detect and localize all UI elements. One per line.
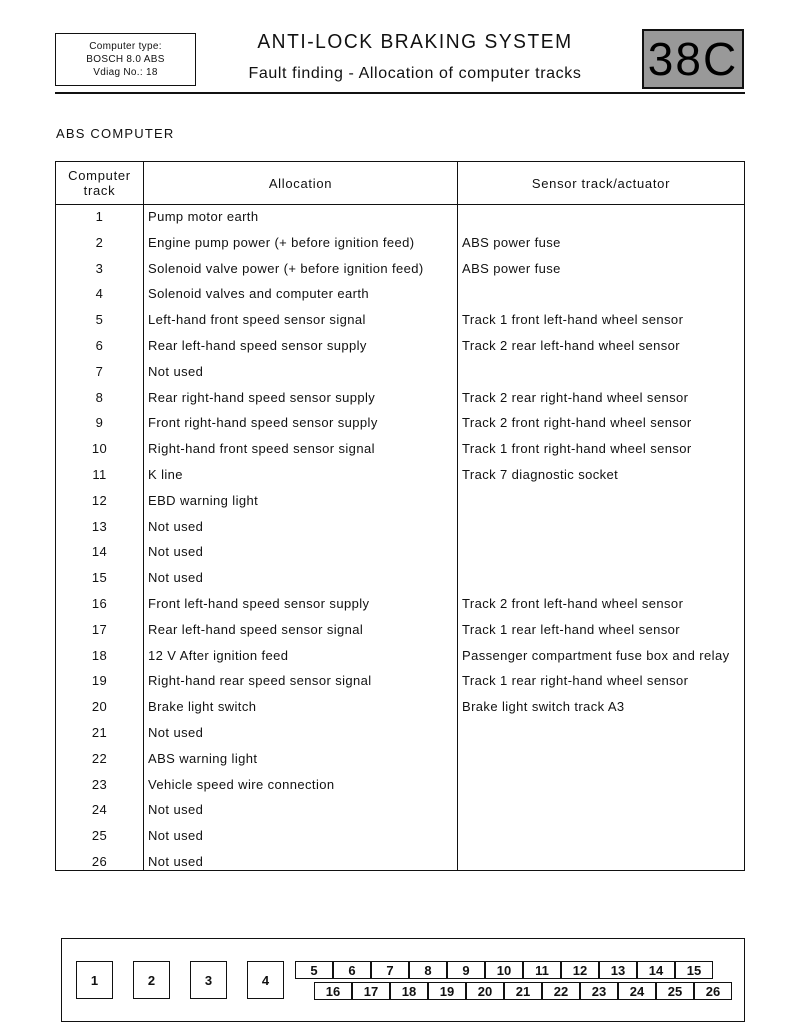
connector-pin: 12 xyxy=(561,961,599,979)
sensor-cell: Track 2 rear left-hand wheel sensor xyxy=(462,337,681,353)
table-row xyxy=(56,308,744,334)
header-computer-track-line2: track xyxy=(83,183,116,198)
track-number-cell: 26 xyxy=(91,853,108,869)
sensor-cell: Track 1 rear left-hand wheel sensor xyxy=(462,621,681,637)
table-row xyxy=(56,360,744,386)
allocation-cell: Not used xyxy=(148,518,204,534)
track-number-cell: 11 xyxy=(92,466,107,482)
allocation-cell: Rear right-hand speed sensor supply xyxy=(148,389,376,405)
track-number-cell: 2 xyxy=(95,234,104,250)
header-sensor-track: Sensor track/actuator xyxy=(531,175,671,191)
table-row xyxy=(56,386,744,412)
track-number-cell: 9 xyxy=(95,415,104,431)
connector-pin: 15 xyxy=(675,961,713,979)
table-row xyxy=(56,463,744,489)
connector-pin: 24 xyxy=(618,982,656,1000)
sensor-cell: Track 1 front left-hand wheel sensor xyxy=(462,312,684,328)
track-number-cell: 14 xyxy=(91,544,108,560)
track-number-cell: 24 xyxy=(91,802,108,818)
connector-pin: 5 xyxy=(295,961,333,979)
allocation-cell: Not used xyxy=(148,724,204,740)
connector-pin: 19 xyxy=(428,982,466,1000)
connector-pin: 3 xyxy=(190,961,227,999)
table-row xyxy=(56,282,744,308)
table-row xyxy=(56,257,744,283)
connector-diagram xyxy=(61,938,745,1022)
track-number-cell: 16 xyxy=(91,595,108,611)
table-row xyxy=(56,515,744,541)
table-row xyxy=(56,618,744,644)
sensor-cell: Track 2 rear right-hand wheel sensor xyxy=(462,389,689,405)
allocation-cell: Brake light switch xyxy=(148,699,257,715)
track-number-cell: 4 xyxy=(95,286,104,302)
track-number-cell: 19 xyxy=(91,673,108,689)
computer-type-label: Computer type: xyxy=(89,41,162,52)
table-body xyxy=(56,205,744,876)
allocation-cell: Rear left-hand speed sensor supply xyxy=(148,337,367,353)
table-row xyxy=(56,231,744,257)
sensor-cell: Track 1 front right-hand wheel sensor xyxy=(462,441,692,457)
table-row xyxy=(56,489,744,515)
connector-pin: 21 xyxy=(504,982,542,1000)
section-heading: ABS COMPUTER xyxy=(56,126,175,141)
allocation-cell: Rear left-hand speed sensor signal xyxy=(148,621,364,637)
track-number-cell: 21 xyxy=(91,724,108,740)
allocation-cell: 12 V After ignition feed xyxy=(148,647,289,663)
allocation-cell: Right-hand rear speed sensor signal xyxy=(148,673,372,689)
header-allocation: Allocation xyxy=(268,175,333,191)
connector-pin: 9 xyxy=(447,961,485,979)
table-row xyxy=(56,773,744,799)
table-row xyxy=(56,566,744,592)
track-number-cell: 18 xyxy=(91,647,108,663)
allocation-cell: Not used xyxy=(148,802,204,818)
header-divider xyxy=(55,92,745,94)
table-row xyxy=(56,669,744,695)
track-number-cell: 5 xyxy=(95,312,104,328)
track-number-cell: 17 xyxy=(91,621,108,637)
table-row xyxy=(56,205,744,231)
allocation-cell: Not used xyxy=(148,570,204,586)
table-row xyxy=(56,540,744,566)
allocation-cell: Not used xyxy=(148,853,204,869)
connector-pin: 1 xyxy=(76,961,113,999)
allocation-cell: Not used xyxy=(148,363,204,379)
track-number-cell: 6 xyxy=(95,337,104,353)
header-computer-track-line1: Computer xyxy=(68,168,131,183)
track-allocation-table xyxy=(55,161,745,871)
connector-pin: 14 xyxy=(637,961,675,979)
connector-pin: 26 xyxy=(694,982,732,1000)
table-row xyxy=(56,437,744,463)
page-subtitle: Fault finding - Allocation of computer tracks xyxy=(248,65,582,82)
sensor-cell: ABS power fuse xyxy=(462,260,561,276)
track-number-cell: 15 xyxy=(91,570,108,586)
track-number-cell: 3 xyxy=(95,260,104,276)
track-number-cell: 10 xyxy=(91,441,108,457)
connector-pin: 11 xyxy=(523,961,561,979)
sensor-cell: Brake light switch track A3 xyxy=(462,699,625,715)
track-number-cell: 20 xyxy=(91,699,108,715)
sensor-cell: Track 2 front left-hand wheel sensor xyxy=(462,595,684,611)
allocation-cell: Engine pump power (+ before ignition feed) xyxy=(148,234,415,250)
connector-pin: 7 xyxy=(371,961,409,979)
sensor-cell: Track 2 front right-hand wheel sensor xyxy=(462,415,692,431)
track-number-cell: 22 xyxy=(91,750,108,766)
computer-type-box xyxy=(55,33,196,86)
table-row xyxy=(56,592,744,618)
connector-pin: 22 xyxy=(542,982,580,1000)
table-row xyxy=(56,644,744,670)
connector-pin: 13 xyxy=(599,961,637,979)
allocation-cell: EBD warning light xyxy=(148,492,259,508)
allocation-cell: Solenoid valve power (+ before ignition feed) xyxy=(148,260,424,276)
page-title: ANTI-LOCK BRAKING SYSTEM xyxy=(257,31,573,53)
allocation-cell: Not used xyxy=(148,544,204,560)
sensor-cell: Passenger compartment fuse box and relay xyxy=(462,647,730,663)
section-code-badge: 38C xyxy=(642,29,744,89)
header-computer-track xyxy=(56,162,143,204)
connector-pin: 6 xyxy=(333,961,371,979)
connector-pin: 23 xyxy=(580,982,618,1000)
sensor-cell: Track 7 diagnostic socket xyxy=(462,466,619,482)
connector-pin: 8 xyxy=(409,961,447,979)
connector-pin: 25 xyxy=(656,982,694,1000)
vdiag-number: Vdiag No.: 18 xyxy=(93,67,158,78)
table-row xyxy=(56,411,744,437)
allocation-cell: Right-hand front speed sensor signal xyxy=(148,441,375,457)
allocation-cell: Left-hand front speed sensor signal xyxy=(148,312,366,328)
connector-pin: 4 xyxy=(247,961,284,999)
table-row xyxy=(56,850,744,876)
allocation-cell: K line xyxy=(148,466,183,482)
sensor-cell: Track 1 rear right-hand wheel sensor xyxy=(462,673,689,689)
allocation-cell: Solenoid valves and computer earth xyxy=(148,286,370,302)
table-row xyxy=(56,721,744,747)
allocation-cell: Pump motor earth xyxy=(148,209,259,224)
track-number-cell: 25 xyxy=(91,828,108,844)
track-number-cell: 8 xyxy=(95,389,104,405)
table-row xyxy=(56,824,744,850)
sensor-cell: ABS power fuse xyxy=(462,234,561,250)
track-number-cell: 13 xyxy=(91,518,108,534)
table-row xyxy=(56,798,744,824)
connector-pin: 10 xyxy=(485,961,523,979)
allocation-cell: ABS warning light xyxy=(148,750,258,766)
connector-pin: 2 xyxy=(133,961,170,999)
allocation-cell: Not used xyxy=(148,828,204,844)
allocation-cell: Front left-hand speed sensor supply xyxy=(148,595,370,611)
computer-model: BOSCH 8.0 ABS xyxy=(86,54,165,65)
track-number-cell: 12 xyxy=(91,492,108,508)
table-row xyxy=(56,695,744,721)
table-row xyxy=(56,747,744,773)
allocation-cell: Vehicle speed wire connection xyxy=(148,776,335,792)
connector-pin: 16 xyxy=(314,982,352,1000)
track-number-cell: 7 xyxy=(95,363,104,379)
allocation-cell: Front right-hand speed sensor supply xyxy=(148,415,378,431)
track-number-cell: 23 xyxy=(91,776,108,792)
track-number-cell: 1 xyxy=(95,209,104,224)
connector-pin: 20 xyxy=(466,982,504,1000)
connector-pin: 18 xyxy=(390,982,428,1000)
table-row xyxy=(56,334,744,360)
connector-pin: 17 xyxy=(352,982,390,1000)
